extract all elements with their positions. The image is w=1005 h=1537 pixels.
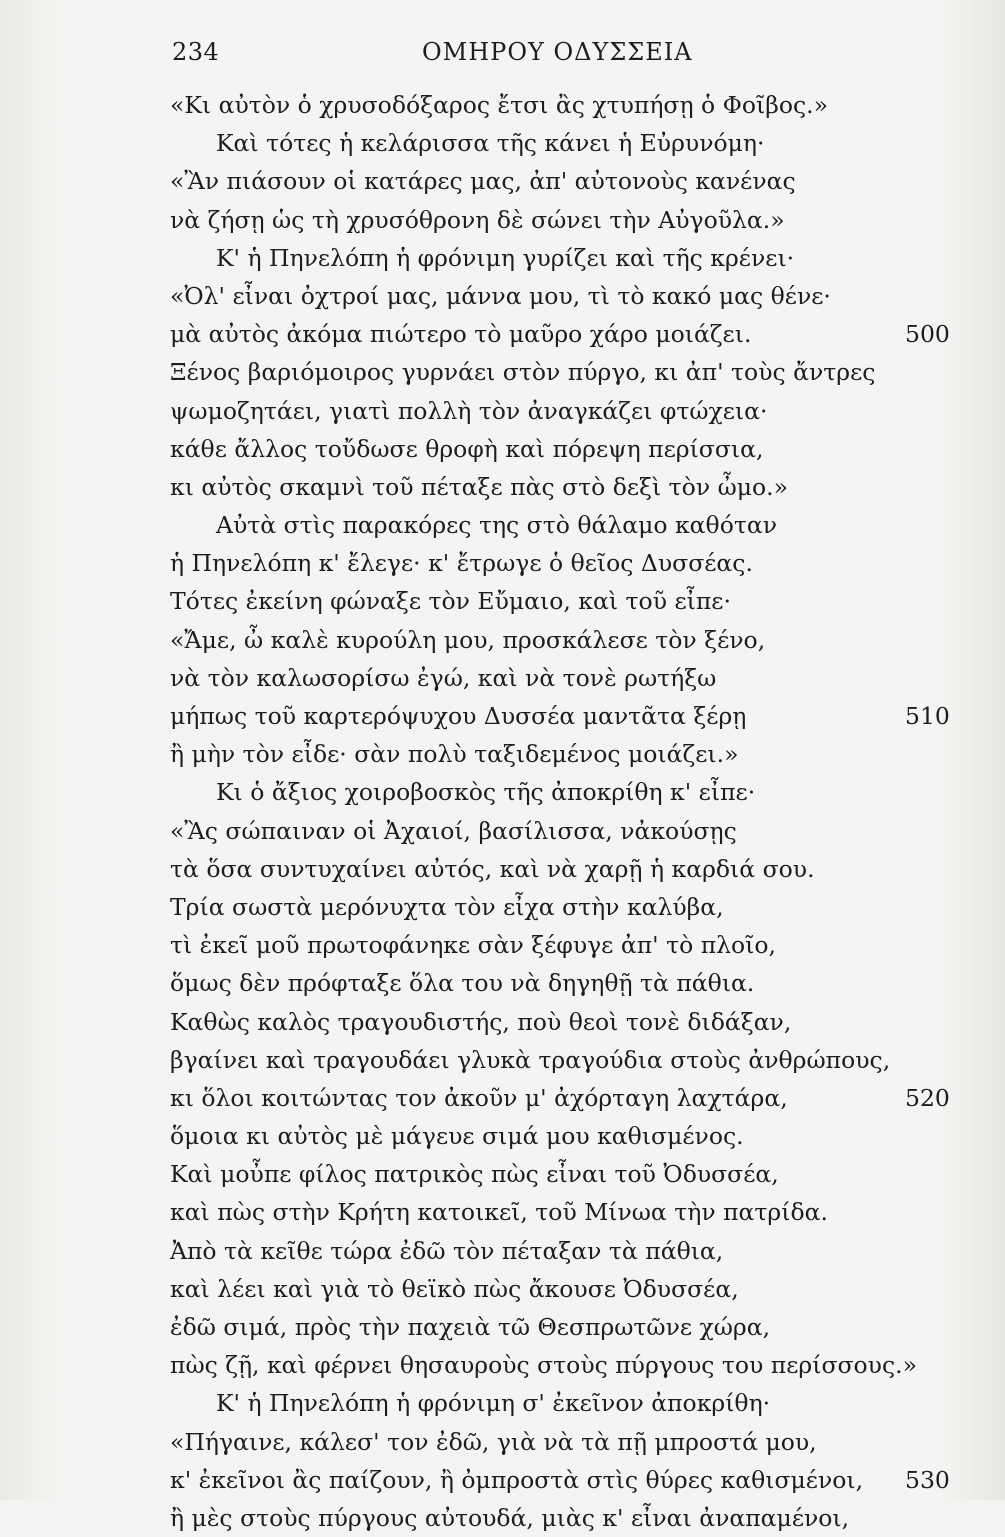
verse-line [170,353,970,391]
verse-line [170,392,970,430]
verse-text: ἢ μὲς στοὺς πύργους αὐτουδά, μιὰς κ' εἶναι ἀναπαμένοι, [170,1503,850,1532]
verse-text: τὶ ἐκεῖ μοῦ πρωτοφάνηκε σὰν ξέφυγε ἀπ' τὸ πλοῖο, [170,931,777,960]
verse-line [170,812,970,850]
verse-line [170,315,970,353]
running-title: ΟΜΗΡΟΥ ΟΔΥΣΣΕΙΑ [422,38,693,66]
verse-line [170,659,970,697]
page-header [172,38,962,74]
verse-text: νὰ τὸν καλωσορίσω ἐγώ, καὶ νὰ τονὲ ρωτήξω [170,663,717,692]
verse-line [170,430,970,468]
verse-line [170,850,970,888]
verse-line [170,926,970,964]
verse-text: Τότες ἐκείνη φώναξε τὸν Εὔμαιο, καὶ τοῦ εἶπε· [170,587,731,616]
verse-text: «Πήγαινε, κάλεσ' τον ἐδῶ, γιὰ νὰ τὰ πῇ μπροστά μου, [170,1427,817,1456]
verse-line [170,124,970,162]
verse-line [170,277,970,315]
verse-line [170,1193,970,1231]
verse-text: βγαίνει καὶ τραγουδάει γλυκὰ τραγούδια στοὺς ἀνθρώπους, [170,1045,891,1074]
line-number: 500 [905,320,950,349]
verse-line [170,773,970,811]
verse-text: κ' ἐκεῖνοι ἂς παίζουν, ἢ ὀμπροστὰ στὶς θύρες καθισμένοι, [170,1465,864,1494]
verse-line [170,468,970,506]
verse-text: ψωμοζητάει, γιατὶ πολλὴ τὸν ἀναγκάζει φτώχεια· [170,396,768,425]
verse-text: Ξένος βαριόμοιρος γυρνάει στὸν πύργο, κι ἀπ' τοὺς ἄντρες [170,358,876,387]
line-number: 530 [905,1465,950,1494]
verse-text: ὅμοια κι αὐτὸς μὲ μάγευε σιμά μου καθισμένος. [170,1122,744,1151]
verse-line [170,888,970,926]
verse-line [170,964,970,1002]
verse-line [170,1308,970,1346]
verse-text: τὰ ὅσα συντυχαίνει αὐτός, καὶ νὰ χαρῇ ἡ καρδιά σου. [170,854,815,883]
verse-line [170,162,970,200]
verse-line [170,582,970,620]
line-number: 520 [905,1083,950,1112]
verse-line [170,201,970,239]
verse-text: Ἀπὸ τὰ κεῖθε τώρα ἐδῶ τὸν πέταξαν τὰ πάθια, [170,1236,724,1265]
verse-text: κάθε ἄλλος τοὔδωσε θροφὴ καὶ πόρεψη περίσσια, [170,434,764,463]
line-number: 510 [905,702,950,730]
verse-text: πὼς ζῇ, καὶ φέρνει θησαυροὺς στοὺς πύργους του περίσσους.» [170,1351,917,1380]
verse-text: Κι ὁ ἄξιος χοιροβοσκὸς τῆς ἀποκρίθη κ' εἶπε· [216,778,756,807]
verse-line [170,1384,970,1422]
page-number: 234 [172,38,220,66]
verse-line [170,1499,970,1537]
verse-text: «Ἄμε, ὦ καλὲ κυρούλη μου, προσκάλεσε τὸν ξένο, [170,625,766,654]
verse-text: ἡ Πηνελόπη κ' ἔλεγε· κ' ἔτρωγε ὁ θεῖος Δυσσέας. [170,549,753,578]
verse-line [170,86,970,124]
verse-line [170,735,970,773]
verse-block [170,86,970,1537]
verse-line [170,1003,970,1041]
verse-line [170,1423,970,1461]
verse-text: «Κι αὐτὸν ὁ χρυσοδόξαρος ἔτσι ἂς χτυπήσῃ ὁ Φοῖβος.» [170,91,828,119]
verse-text: καὶ πὼς στὴν Κρήτη κατοικεῖ, τοῦ Μίνωα τὴν πατρίδα. [170,1198,828,1227]
verse-line [170,1232,970,1270]
verse-text: κι αὐτὸς σκαμνὶ τοῦ πέταξε πὰς στὸ δεξὶ τὸν ὦμο.» [170,472,789,501]
verse-line [170,1346,970,1384]
verse-line [170,1041,970,1079]
verse-text: Αὐτὰ στὶς παρακόρες της στὸ θάλαμο καθόταν [216,511,777,540]
verse-text: «Ἂν πιάσουν οἱ κατάρες μας, ἀπ' αὐτονοὺς κανένας [170,167,796,196]
verse-line [170,1270,970,1308]
verse-line [170,697,970,735]
verse-text: ἢ μὴν τὸν εἶδε· σὰν πολὺ ταξιδεμένος μοιάζει.» [170,740,739,769]
verse-text: Καὶ τότες ἡ κελάρισσα τῆς κάνει ἡ Εὐρυνόμη· [216,129,765,158]
verse-line [170,239,970,277]
verse-line [170,506,970,544]
verse-text: Τρία σωστὰ μερόνυχτα τὸν εἶχα στὴν καλύβα, [170,892,724,921]
verse-text: Κ' ἡ Πηνελόπη ἡ φρόνιμη σ' ἐκεῖνον ἀποκρίθη· [216,1389,771,1418]
verse-text: ὅμως δὲν πρόφταξε ὅλα του νὰ δηγηθῇ τὰ πάθια. [170,969,755,998]
verse-text: «Ἂς σώπαιναν οἱ Ἀχαιοί, βασίλισσα, νἀκούσῃς [170,816,737,845]
verse-text: καὶ λέει καὶ γιὰ τὸ θεϊκὸ πὼς ἄκουσε Ὀδυσσέα, [170,1274,739,1303]
verse-text: Καθὼς καλὸς τραγουδιστής, ποὺ θεοὶ τονὲ διδάξαν, [170,1007,792,1036]
verse-text: ἐδῶ σιμά, πρὸς τὴν παχειὰ τῶ Θεσπρωτῶνε χώρα, [170,1313,771,1341]
verse-text: Κ' ἡ Πηνελόπη ἡ φρόνιμη γυρίζει καὶ τῆς κρένει· [216,243,795,272]
verse-line [170,1155,970,1193]
verse-text: μὰ αὐτὸς ἀκόμα πιώτερο τὸ μαῦρο χάρο μοιάζει. [170,320,752,349]
verse-line [170,1117,970,1155]
verse-line [170,1079,970,1117]
verse-line [170,621,970,659]
verse-line [170,1461,970,1499]
verse-text: μήπως τοῦ καρτερόψυχου Δυσσέα μαντᾶτα ξέρῃ [170,702,747,730]
verse-line [170,544,970,582]
verse-text: «Ὀλ' εἶναι ὀχτροί μας, μάννα μου, τὶ τὸ κακό μας θένε· [170,281,831,310]
verse-text: νὰ ζήσῃ ὡς τὴ χρυσόθρονη δὲ σώνει τὴν Αὐγοῦλα.» [170,205,785,234]
verse-text: κι ὅλοι κοιτώντας τον ἀκοῦν μ' ἀχόρταγη λαχτάρα, [170,1083,788,1112]
verse-text: Καὶ μοὖπε φίλος πατρικὸς πὼς εἶναι τοῦ Ὀδυσσέα, [170,1160,779,1189]
